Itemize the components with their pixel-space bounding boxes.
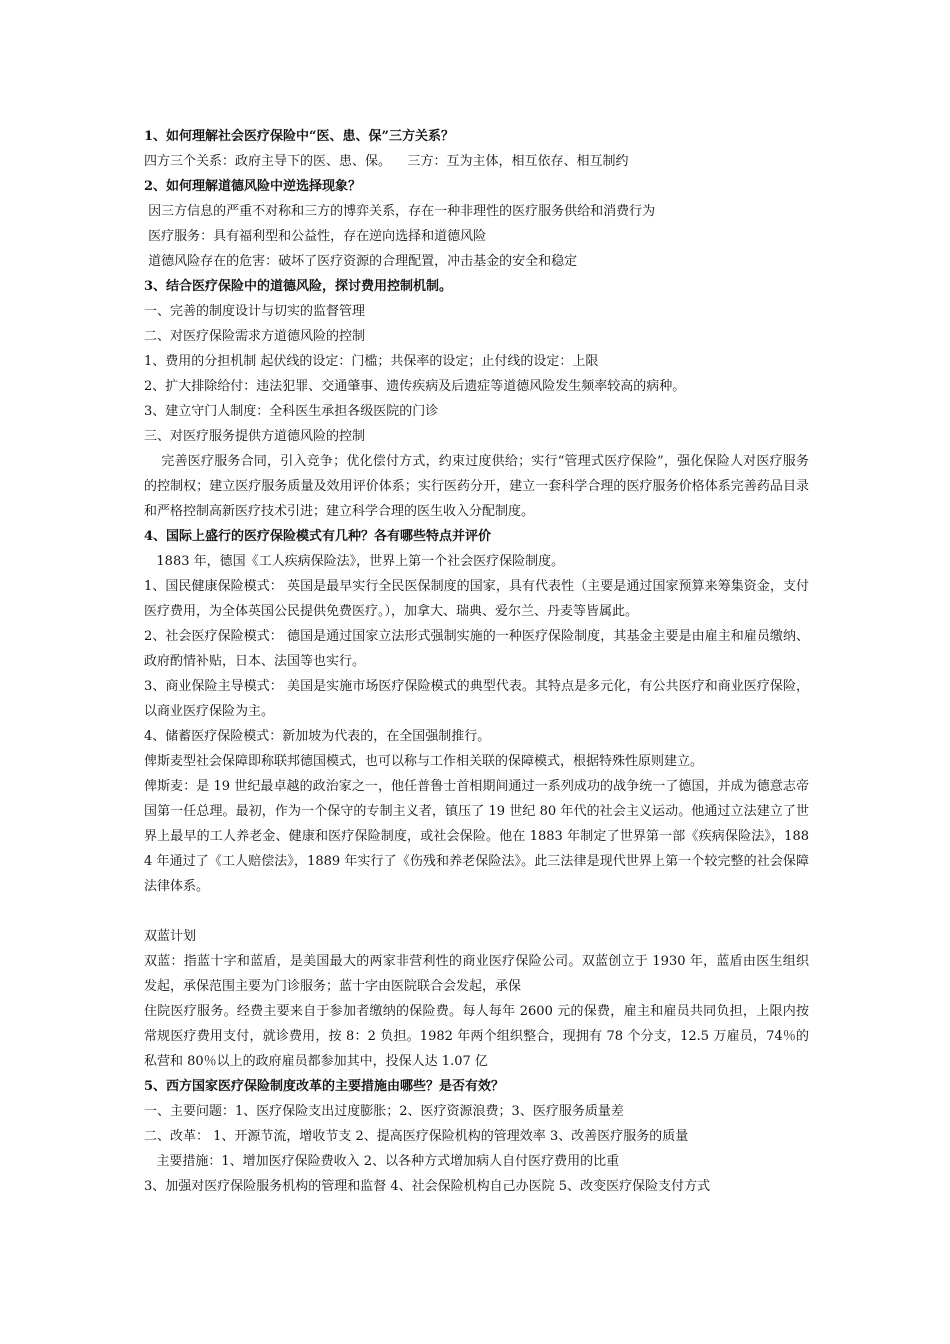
document-page — [144, 124, 809, 1199]
question-3-line: 二、对医疗保险需求方道德风险的控制 — [144, 329, 366, 344]
question-4-item: 4、储蓄医疗保险模式：新加坡为代表的，在全国强制推行。 — [144, 729, 491, 744]
question-3-line: 2、扩大排除给付：违法犯罪、交通肇事、遗传疾病及后遗症等道德风险发生频率较高的病种。 — [144, 379, 686, 394]
question-2-line: 因三方信息的严重不对称和三方的博弈关系，存在一种非理性的医疗服务供给和消费行为 — [144, 204, 656, 219]
blue-plan-paragraph: 双蓝：指蓝十字和蓝盾，是美国最大的两家非营利性的商业医疗保险公司。双蓝创立于 1930 年，蓝盾由医生组织发起，承保范围主要为门诊服务；蓝十字由医院联合会发起，承保 — [144, 954, 809, 994]
spacer — [144, 899, 809, 924]
question-2-heading: 2、如何理解道德风险中逆选择现象？ — [144, 179, 362, 194]
question-3-paragraph: 完善医疗服务合同，引入竞争；优化偿付方式，约束过度供给；实行“管理式医疗保险”，强化保险人对医疗服务的控制权；建立医疗服务质量及效用评价体系；实行医药分开，建立一套科学合理的医疗服务价格体系完善药品目录和严格控制高新医疗技术引进；建立科学合理的医生收入分配制度。 — [144, 454, 809, 519]
question-2-line: 道德风险存在的危害：破坏了医疗资源的合理配置，冲击基金的安全和稳定 — [144, 254, 578, 269]
question-3-heading: 3、结合医疗保险中的道德风险，探讨费用控制机制。 — [144, 279, 453, 294]
question-5-line: 二、改革： 1、开源节流，增收节支 2、提高医疗保险机构的管理效率 3、改善医疗服务的质量 — [144, 1129, 689, 1144]
bismarck-model-text: 俾斯麦型社会保障即称联邦德国模式，也可以称与工作相关联的保障模式，根据特殊性原则建立。 — [144, 754, 704, 769]
question-3-line: 3、建立守门人制度：全科医生承担各级医院的门诊 — [144, 404, 439, 419]
question-5-line: 3、加强对医疗保险服务机构的管理和监督 4、社会保险机构自己办医院 5、改变医疗保险支付方式 — [144, 1179, 711, 1194]
question-1-heading: 1、如何理解社会医疗保险中“医、患、保”三方关系？ — [144, 129, 455, 144]
question-4-item: 1、国民健康保险模式： 英国是最早实行全民医保制度的国家，具有代表性（主要是通过国家预算来筹集资金，支付医疗费用，为全体英国公民提供免费医疗。），加拿大、瑞典、爱尔兰、丹麦等皆属此。 — [144, 579, 809, 619]
question-4-intro: 1883 年，德国《工人疾病保险法》，世界上第一个社会医疗保险制度。 — [144, 554, 565, 569]
question-2-line: 医疗服务：具有福利型和公益性，存在逆向选择和道德风险 — [144, 229, 487, 244]
question-3-line: 一、完善的制度设计与切实的监督管理 — [144, 304, 366, 319]
question-5-line: 主要措施：1、增加医疗保险费收入 2、以各种方式增加病人自付医疗费用的比重 — [144, 1154, 620, 1169]
bismarck-biography: 俾斯麦：是 19 世纪最卓越的政治家之一，他任普鲁士首相期间通过一系列成功的战争统一了德国，并成为德意志帝国第一任总理。最初，作为一个保守的专制主义者，镇压了 19 世纪 80 年代的社会主义运动。他通过立法建立了世界上最早的工人养老金、健康和医疗保险制度，或社会保险。他在 1883 年制定了世界第一部《疾病保险法》，1884 年通过了《工人赔偿法》，1889 年实行了《伤残和养老保险法》。此三法律是现代世界上第一个较完整的社会保障法律体系。 — [144, 779, 809, 894]
question-5-heading: 5、西方国家医疗保险制度改革的主要措施由哪些？是否有效？ — [144, 1079, 505, 1094]
blue-plan-paragraph: 住院医疗服务。经费主要来自于参加者缴纳的保险费。每人每年 2600 元的保费，雇主和雇员共同负担，上限内按常规医疗费用支付，就诊费用，按 8：2 负担。1982 年两个组织整合，现拥有 78 个分支，12.5 万雇员，74％的私营和 80％以上的政府雇员都参加其中，投保人达 1.07 亿 — [144, 1004, 809, 1069]
question-4-item: 3、商业保险主导模式： 美国是实施市场医疗保险模式的典型代表。其特点是多元化，有公共医疗和商业医疗保险，以商业医疗保险为主。 — [144, 679, 809, 719]
blue-plan-heading: 双蓝计划 — [144, 929, 197, 944]
question-1-answer: 四方三个关系：政府主导下的医、患、保。 三方：互为主体，相互依存、相互制约 — [144, 154, 629, 169]
question-3-line: 三、对医疗服务提供方道德风险的控制 — [144, 429, 366, 444]
question-4-item: 2、社会医疗保险模式： 德国是通过国家立法形式强制实施的一种医疗保险制度，其基金主要是由雇主和雇员缴纳、政府酌情补贴，日本、法国等也实行。 — [144, 629, 809, 669]
question-3-line: 1、费用的分担机制 起伏线的设定：门槛；共保率的设定；止付线的设定：上限 — [144, 354, 599, 369]
question-4-heading: 4、国际上盛行的医疗保险模式有几种？各有哪些特点并评价 — [144, 529, 492, 544]
question-5-line: 一、主要问题：1、医疗保险支出过度膨胀；2、医疗资源浪费；3、医疗服务质量差 — [144, 1104, 624, 1119]
